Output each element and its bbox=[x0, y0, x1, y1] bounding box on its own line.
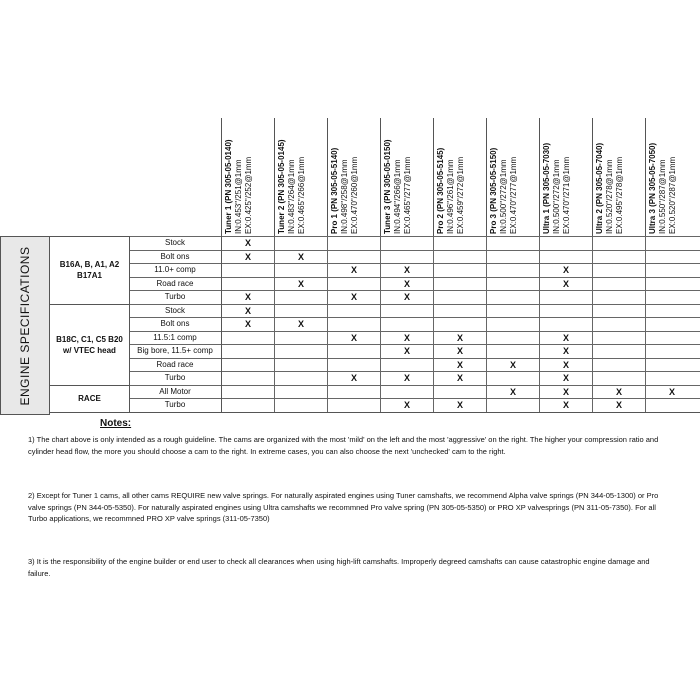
condition-label: Stock bbox=[164, 305, 185, 315]
cam-exhaust: EX:0.465"/277@1mm bbox=[403, 156, 412, 234]
condition-row bbox=[129, 358, 700, 372]
cam-check-mark: X bbox=[592, 399, 645, 412]
cam-check-mark: X bbox=[221, 291, 274, 304]
cam-cell bbox=[274, 399, 327, 412]
cam-cell bbox=[486, 345, 539, 358]
condition-row bbox=[129, 250, 700, 264]
cam-cell bbox=[592, 251, 645, 264]
cam-exhaust: EX:0.425"/252@1mm bbox=[244, 156, 253, 234]
cam-cell bbox=[221, 278, 274, 291]
cam-cell bbox=[645, 372, 698, 385]
cam-check-mark: X bbox=[539, 372, 592, 385]
cam-exhaust: EX:0.459"/272@1mm bbox=[456, 156, 465, 234]
cam-check-mark: X bbox=[592, 386, 645, 399]
cam-cell bbox=[645, 251, 698, 264]
cam-cell bbox=[592, 291, 645, 304]
cam-header-text bbox=[542, 118, 572, 234]
cam-intake: IN:0.483"/264@1mm bbox=[287, 159, 296, 234]
cam-cell bbox=[539, 237, 592, 250]
cam-check-mark: X bbox=[539, 345, 592, 358]
cam-cell bbox=[380, 237, 433, 250]
condition-label: All Motor bbox=[159, 386, 191, 396]
cam-cell bbox=[433, 251, 486, 264]
cam-cell bbox=[221, 332, 274, 345]
engine-group-label bbox=[50, 385, 129, 412]
cam-header-8 bbox=[592, 118, 645, 236]
cam-name: Tuner 3 (PN 305-05-0150) bbox=[383, 139, 392, 234]
cam-cell bbox=[539, 318, 592, 331]
cam-cell bbox=[221, 264, 274, 277]
cam-cell bbox=[486, 291, 539, 304]
cam-cell bbox=[592, 278, 645, 291]
cam-header-text bbox=[648, 118, 678, 234]
condition-row bbox=[129, 236, 700, 250]
cam-check-mark: X bbox=[539, 359, 592, 372]
cam-cell bbox=[592, 318, 645, 331]
cam-header-1 bbox=[221, 118, 274, 236]
cam-check-mark: X bbox=[274, 318, 327, 331]
engine-group-label bbox=[50, 304, 129, 385]
engine-specifications-label bbox=[0, 236, 50, 415]
cam-check-mark: X bbox=[380, 345, 433, 358]
cam-header-5 bbox=[433, 118, 486, 236]
cam-name: Ultra 2 (PN 305-05-7040) bbox=[595, 142, 604, 234]
cam-check-mark: X bbox=[380, 399, 433, 412]
cam-intake: IN:0.498"/258@1mm bbox=[340, 159, 349, 234]
condition-label: Turbo bbox=[164, 373, 186, 382]
engine-group-line: B18C, C1, C5 B20 bbox=[56, 334, 123, 344]
cam-cell bbox=[645, 237, 698, 250]
cam-check-mark: X bbox=[380, 291, 433, 304]
condition-label: Bolt ons bbox=[160, 251, 190, 261]
condition-row bbox=[129, 371, 700, 385]
cam-cell bbox=[592, 359, 645, 372]
cam-cell bbox=[274, 372, 327, 385]
cam-cell bbox=[486, 278, 539, 291]
cam-header-4 bbox=[380, 118, 433, 236]
cam-cell bbox=[380, 305, 433, 318]
cam-cell bbox=[274, 386, 327, 399]
cam-cell bbox=[221, 399, 274, 412]
cam-name: Tuner 1 (PN 305-05-0140) bbox=[224, 139, 233, 234]
cam-cell bbox=[433, 305, 486, 318]
condition-label: 11.0+ comp bbox=[154, 265, 196, 274]
cam-check-mark: X bbox=[433, 399, 486, 412]
cam-check-mark: X bbox=[327, 264, 380, 277]
cam-cell bbox=[539, 305, 592, 318]
cam-name: Pro 2 (PN 305-05-5145) bbox=[436, 147, 445, 234]
cam-name: Ultra 3 (PN 305-05-7050) bbox=[648, 142, 657, 234]
condition-row bbox=[129, 277, 700, 291]
cam-cell bbox=[274, 264, 327, 277]
cam-cell bbox=[433, 237, 486, 250]
cam-name: Pro 1 (PN 305-05-5140) bbox=[330, 147, 339, 234]
condition-row bbox=[129, 317, 700, 331]
cam-cell bbox=[380, 359, 433, 372]
cam-cell bbox=[645, 399, 698, 412]
cam-cell bbox=[645, 291, 698, 304]
cam-check-mark: X bbox=[433, 372, 486, 385]
cam-exhaust: EX:0.520"/287@1mm bbox=[668, 156, 677, 234]
cam-cell bbox=[327, 237, 380, 250]
cam-cell bbox=[221, 372, 274, 385]
cam-cell bbox=[645, 359, 698, 372]
cam-cell bbox=[274, 305, 327, 318]
notes-title: Notes: bbox=[100, 418, 132, 429]
cam-cell bbox=[221, 386, 274, 399]
cam-header-text bbox=[489, 118, 519, 234]
cam-cell bbox=[274, 332, 327, 345]
cam-check-mark: X bbox=[327, 332, 380, 345]
cam-cell bbox=[274, 237, 327, 250]
cam-cell bbox=[327, 251, 380, 264]
condition-label: Bolt ons bbox=[160, 319, 190, 328]
condition-label: Stock bbox=[164, 238, 185, 247]
cam-check-mark: X bbox=[539, 278, 592, 291]
group-divider bbox=[129, 236, 130, 412]
cam-header-text bbox=[330, 118, 360, 234]
cam-cell bbox=[592, 264, 645, 277]
condition-label: Road race bbox=[156, 359, 194, 369]
cam-cell bbox=[486, 237, 539, 250]
cam-header-3 bbox=[327, 118, 380, 236]
cam-check-mark: X bbox=[645, 386, 698, 399]
condition-row bbox=[129, 344, 700, 358]
cam-check-mark: X bbox=[433, 332, 486, 345]
condition-row bbox=[129, 290, 700, 304]
condition-label: 11.5:1 comp bbox=[153, 332, 197, 342]
cam-check-mark: X bbox=[539, 399, 592, 412]
cam-exhaust: EX:0.495"/278@1mm bbox=[615, 156, 624, 234]
cam-header-7 bbox=[539, 118, 592, 236]
cam-cell bbox=[592, 345, 645, 358]
cam-check-mark: X bbox=[327, 372, 380, 385]
cam-cell bbox=[274, 345, 327, 358]
condition-divider bbox=[221, 236, 222, 412]
condition-label: Road race bbox=[156, 278, 194, 288]
cam-header-2 bbox=[274, 118, 327, 236]
cam-header-text bbox=[595, 118, 625, 234]
cam-check-mark: X bbox=[380, 278, 433, 291]
cam-cell bbox=[327, 305, 380, 318]
cam-check-mark: X bbox=[486, 359, 539, 372]
cam-cell bbox=[486, 318, 539, 331]
cam-cell bbox=[592, 372, 645, 385]
cam-cell bbox=[221, 359, 274, 372]
cam-cell bbox=[645, 318, 698, 331]
cam-cell bbox=[486, 264, 539, 277]
engine-group-line: B17A1 bbox=[77, 271, 102, 281]
condition-row bbox=[129, 304, 700, 318]
condition-row bbox=[129, 385, 700, 399]
cam-cell bbox=[380, 386, 433, 399]
cam-check-mark: X bbox=[221, 318, 274, 331]
cam-intake: IN:0.494"/266@1mm bbox=[393, 159, 402, 234]
cam-cell bbox=[486, 399, 539, 412]
cam-cell bbox=[433, 264, 486, 277]
cam-exhaust: EX:0.465"/266@1mm bbox=[297, 156, 306, 234]
cam-exhaust: EX:0.470"/271@1mm bbox=[562, 156, 571, 234]
cam-check-mark: X bbox=[274, 251, 327, 264]
cam-cell bbox=[274, 291, 327, 304]
engine-group-line: w/ VTEC head bbox=[63, 345, 116, 355]
cam-cell bbox=[433, 386, 486, 399]
cam-cell bbox=[645, 305, 698, 318]
cam-cell bbox=[380, 318, 433, 331]
condition-label: Big bore, 11.5+ comp bbox=[137, 346, 213, 355]
cam-check-mark: X bbox=[539, 264, 592, 277]
note-1: 1) The chart above is only intended as a rough guideline. The cams are organized with the most 'mild' on the left and the most 'aggressive' on the right. The higher your compression ratio and cylinder head flow, the more you should choose a cam to the right. In extreme cases, you can also choose the next 'unchecked' cam to the right. bbox=[28, 435, 659, 456]
cam-check-mark: X bbox=[539, 332, 592, 345]
cam-check-mark: X bbox=[221, 305, 274, 318]
cam-check-mark: X bbox=[221, 251, 274, 264]
cam-cell bbox=[486, 332, 539, 345]
condition-row bbox=[129, 398, 700, 412]
table-bottom-border bbox=[50, 412, 700, 413]
cam-name: Ultra 1 (PN 305-05-7030) bbox=[542, 142, 551, 234]
cam-check-mark: X bbox=[486, 386, 539, 399]
cam-header-6 bbox=[486, 118, 539, 236]
cam-header-text bbox=[224, 118, 254, 234]
cam-cell bbox=[327, 359, 380, 372]
cam-intake: IN:0.520"/278@1mm bbox=[605, 159, 614, 234]
cam-check-mark: X bbox=[433, 345, 486, 358]
engine-specifications-text: ENGINE SPECIFICATIONS bbox=[18, 246, 32, 405]
cam-cell bbox=[592, 305, 645, 318]
engine-group-label bbox=[50, 236, 129, 304]
cam-cell bbox=[433, 278, 486, 291]
cam-cell bbox=[645, 345, 698, 358]
cam-exhaust: EX:0.470"/260@1mm bbox=[350, 156, 359, 234]
cam-cell bbox=[486, 372, 539, 385]
cam-cell bbox=[645, 264, 698, 277]
cam-cell bbox=[539, 251, 592, 264]
engine-group-line: B16A, B, A1, A2 bbox=[59, 260, 120, 270]
cam-check-mark: X bbox=[380, 372, 433, 385]
cam-cell bbox=[592, 237, 645, 250]
cam-cell bbox=[327, 318, 380, 331]
cam-cell bbox=[539, 291, 592, 304]
condition-row bbox=[129, 331, 700, 345]
cam-cell bbox=[274, 359, 327, 372]
cam-cell bbox=[327, 386, 380, 399]
cam-header-text bbox=[277, 118, 307, 234]
cam-check-mark: X bbox=[380, 264, 433, 277]
cam-cell bbox=[433, 291, 486, 304]
cam-cell bbox=[592, 332, 645, 345]
cam-cell bbox=[486, 251, 539, 264]
cam-cell bbox=[486, 305, 539, 318]
cam-header-text bbox=[436, 118, 466, 234]
cam-cell bbox=[433, 318, 486, 331]
cam-cell bbox=[221, 345, 274, 358]
cam-cell bbox=[327, 278, 380, 291]
cam-cell bbox=[327, 399, 380, 412]
cam-cell bbox=[380, 251, 433, 264]
cam-intake: IN:0.453"/251@1mm bbox=[234, 159, 243, 234]
cam-check-mark: X bbox=[327, 291, 380, 304]
header-left-border bbox=[221, 118, 222, 236]
cam-cell bbox=[645, 278, 698, 291]
cam-exhaust: EX:0.470"/277@1mm bbox=[509, 156, 518, 234]
cam-check-mark: X bbox=[221, 237, 274, 250]
cam-cell bbox=[645, 332, 698, 345]
cam-check-mark: X bbox=[433, 359, 486, 372]
cam-cell bbox=[327, 345, 380, 358]
cam-check-mark: X bbox=[539, 386, 592, 399]
cam-check-mark: X bbox=[380, 332, 433, 345]
engine-group-line: RACE bbox=[78, 394, 101, 403]
condition-row bbox=[129, 263, 700, 277]
cam-name: Tuner 2 (PN 305-05-0145) bbox=[277, 139, 286, 234]
cam-header-text bbox=[383, 118, 413, 234]
cam-name: Pro 3 (PN 305-05-5150) bbox=[489, 147, 498, 234]
cam-intake: IN:0.500"/272@1mm bbox=[499, 159, 508, 234]
note-2: 2) Except for Tuner 1 cams, all other cams REQUIRE new valve springs. For naturally aspirated engines using Tuner camshafts, we recommend Alpha valve springs (PN 344-05-1300) or Pro valve springs (PN 344-05-5350). For naturally aspirated engines using Ultra camshafts we recommned Pro valve spring (PN 305-05-5350) or PRO XP valvesprings (PN 311-05-7350). For all Turbo applications, we recommned PRO XP valve springs (311-05-7350) bbox=[28, 491, 659, 523]
condition-label: Turbo bbox=[164, 292, 186, 301]
cam-intake: IN:0.500"/272@1mm bbox=[552, 159, 561, 234]
cam-intake: IN:0.496"/261@1mm bbox=[446, 159, 455, 234]
note-3: 3) It is the responsibility of the engine builder or end user to check all clearances when using high-lift camshafts. Improperly degreed camshafts can cause catastrophic engine damage and failure. bbox=[28, 557, 650, 578]
cam-check-mark: X bbox=[274, 278, 327, 291]
condition-label: Turbo bbox=[164, 400, 186, 409]
cam-intake: IN:0.550"/287@1mm bbox=[658, 159, 667, 234]
cam-header-9 bbox=[645, 118, 698, 236]
